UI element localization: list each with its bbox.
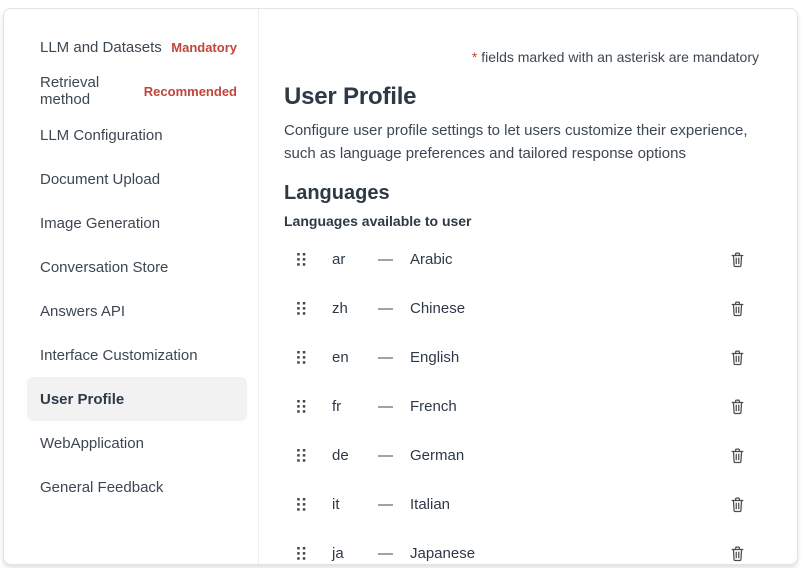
sidebar-item-badge: Mandatory [171,39,237,55]
language-name: Chinese [410,300,466,317]
mandatory-fields-note [284,49,759,65]
language-name: German [410,447,465,464]
separator-dash: — [378,251,393,268]
sidebar-item-label: Image Generation [40,214,161,232]
drag-handle-icon[interactable] [297,547,306,560]
language-row [284,480,759,529]
sidebar-item[interactable] [27,289,247,333]
drag-handle-icon[interactable] [297,498,306,511]
language-code: ja [332,545,344,562]
sidebar-item[interactable] [27,377,247,421]
language-row [284,431,759,480]
language-row [284,284,759,333]
trash-icon [730,545,745,562]
separator-dash: — [378,447,393,464]
separator-dash: — [378,545,393,562]
trash-icon [730,447,745,464]
sidebar-item[interactable] [27,69,247,113]
language-code: de [332,447,349,464]
sidebar-item-label: Interface Customization [40,346,198,364]
sidebar-item-label: User Profile [40,390,125,408]
delete-language-button[interactable] [729,300,745,318]
languages-section-title: Languages [284,182,390,204]
mandatory-asterisk: * [471,49,478,65]
sidebar-item[interactable] [27,113,247,157]
sidebar-item[interactable] [27,245,247,289]
delete-language-button[interactable] [729,447,745,465]
sidebar-item-label: General Feedback [40,478,164,496]
language-list [284,235,759,565]
delete-language-button[interactable] [729,398,745,416]
language-code: zh [332,300,348,317]
sidebar-item-label: WebApplication [40,434,144,452]
sidebar-item[interactable] [27,465,247,509]
separator-dash: — [378,349,393,366]
page-title: User Profile [284,83,417,110]
language-name: Italian [410,496,451,513]
trash-icon [730,398,745,415]
language-row [284,529,759,565]
language-name: English [410,349,460,366]
language-code: en [332,349,349,366]
language-code: it [332,496,340,513]
language-code: ar [332,251,346,268]
separator-dash: — [378,398,393,415]
sidebar-item[interactable] [27,157,247,201]
languages-field-label: Languages available to user [284,213,472,229]
sidebar-item[interactable] [27,333,247,377]
settings-card [3,8,798,565]
language-row [284,235,759,284]
settings-sidebar [4,9,259,564]
sidebar-item-badge: Recommended [143,83,237,99]
sidebar-item-label: LLM and Datasets [40,38,162,56]
sidebar-item-label: Answers API [40,302,126,320]
sidebar-item-label: Retrieval method [40,74,100,108]
trash-icon [730,251,745,268]
separator-dash: — [378,300,393,317]
language-row [284,382,759,431]
language-name: Arabic [410,251,453,268]
drag-handle-icon[interactable] [297,400,306,413]
mandatory-note-text: fields marked with an asterisk are mandatory [477,49,759,65]
trash-icon [730,300,745,317]
language-name: Japanese [410,545,476,562]
delete-language-button[interactable] [729,251,745,269]
language-code: fr [332,398,342,415]
trash-icon [730,349,745,366]
delete-language-button[interactable] [729,545,745,563]
delete-language-button[interactable] [729,496,745,514]
sidebar-item-label: Conversation Store [40,258,169,276]
sidebar-item[interactable] [27,421,247,465]
sidebar-item-label: LLM Configuration [40,126,163,144]
drag-handle-icon[interactable] [297,449,306,462]
language-row [284,333,759,382]
sidebar-item[interactable] [27,25,247,69]
separator-dash: — [378,496,393,513]
sidebar-item[interactable] [27,201,247,245]
page-description: Configure user profile settings to let users customize their experience, such as language preferences and tailored response options [284,122,748,162]
drag-handle-icon[interactable] [297,253,306,266]
settings-content [259,9,797,564]
delete-language-button[interactable] [729,349,745,367]
language-name: French [410,398,457,415]
drag-handle-icon[interactable] [297,351,306,364]
drag-handle-icon[interactable] [297,302,306,315]
sidebar-item-label: Document Upload [40,170,161,188]
trash-icon [730,496,745,513]
